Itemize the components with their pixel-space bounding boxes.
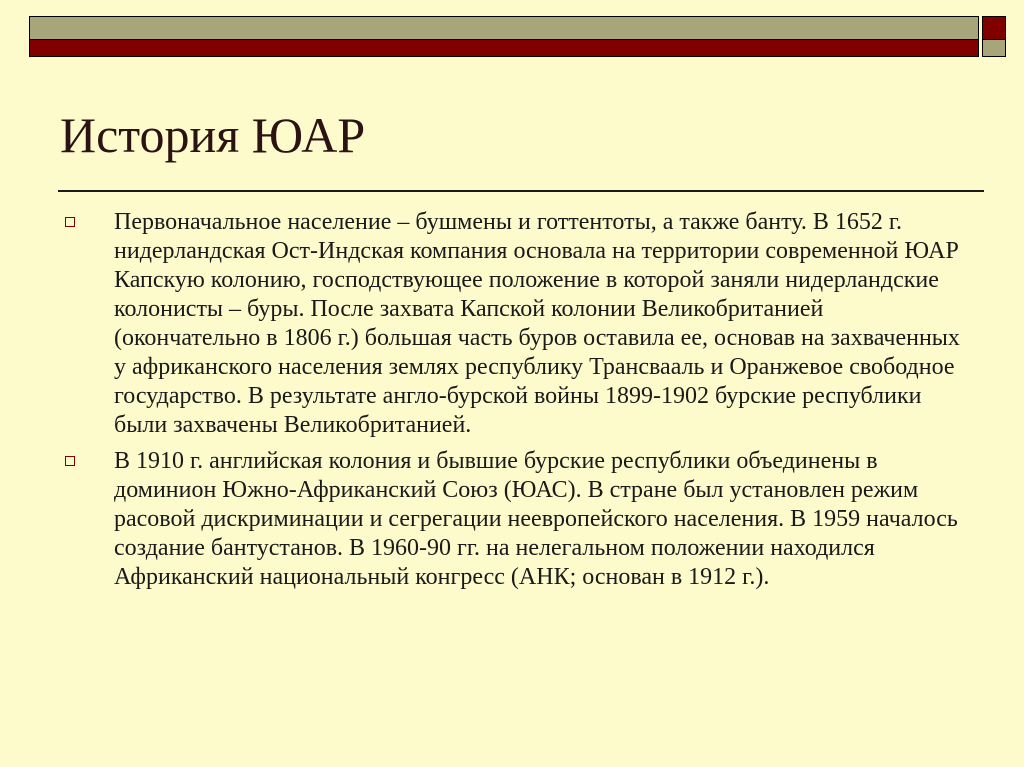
bullet-item xyxy=(62,447,962,592)
header-bar-olive xyxy=(29,16,979,40)
square-bullet-icon xyxy=(65,217,75,227)
bullet-list xyxy=(62,208,962,599)
bullet-item xyxy=(62,208,962,440)
bullet-text: В 1910 г. английская колония и бывшие бурские республики объединены в доминион Южно-Африканский Союз (ЮАС). В стране был установлен режим расовой дискриминации и сегрегации неевропейского населения. В 1959 началось создание бантустанов. В 1960-90 гг. на нелегальном положении находился Африканский национальный конгресс (АНК; основан в 1912 г.). xyxy=(114,448,958,590)
title-divider xyxy=(58,190,984,192)
header-square-maroon xyxy=(982,16,1006,40)
header-bar-maroon xyxy=(29,39,979,57)
bullet-text: Первоначальное население – бушмены и готтентоты, а также банту. В 1652 г. нидерландская Ост-Индская компания основала на территории современной ЮАР Капскую колонию, господствующее положение в которой заняли нидерландские колонисты – буры. После захвата Капской колонии Великобританией (окончательно в 1806 г.) большая часть буров оставила ее, основав на захваченных у африканского населения землях республику Трансвааль и Оранжевое свободное государство. В результате англо-бурской войны 1899-1902 бурские республики были захвачены Великобританией. xyxy=(114,209,960,438)
square-bullet-icon xyxy=(65,456,75,466)
slide-title: История ЮАР xyxy=(60,107,366,163)
header-square-olive xyxy=(982,39,1006,57)
